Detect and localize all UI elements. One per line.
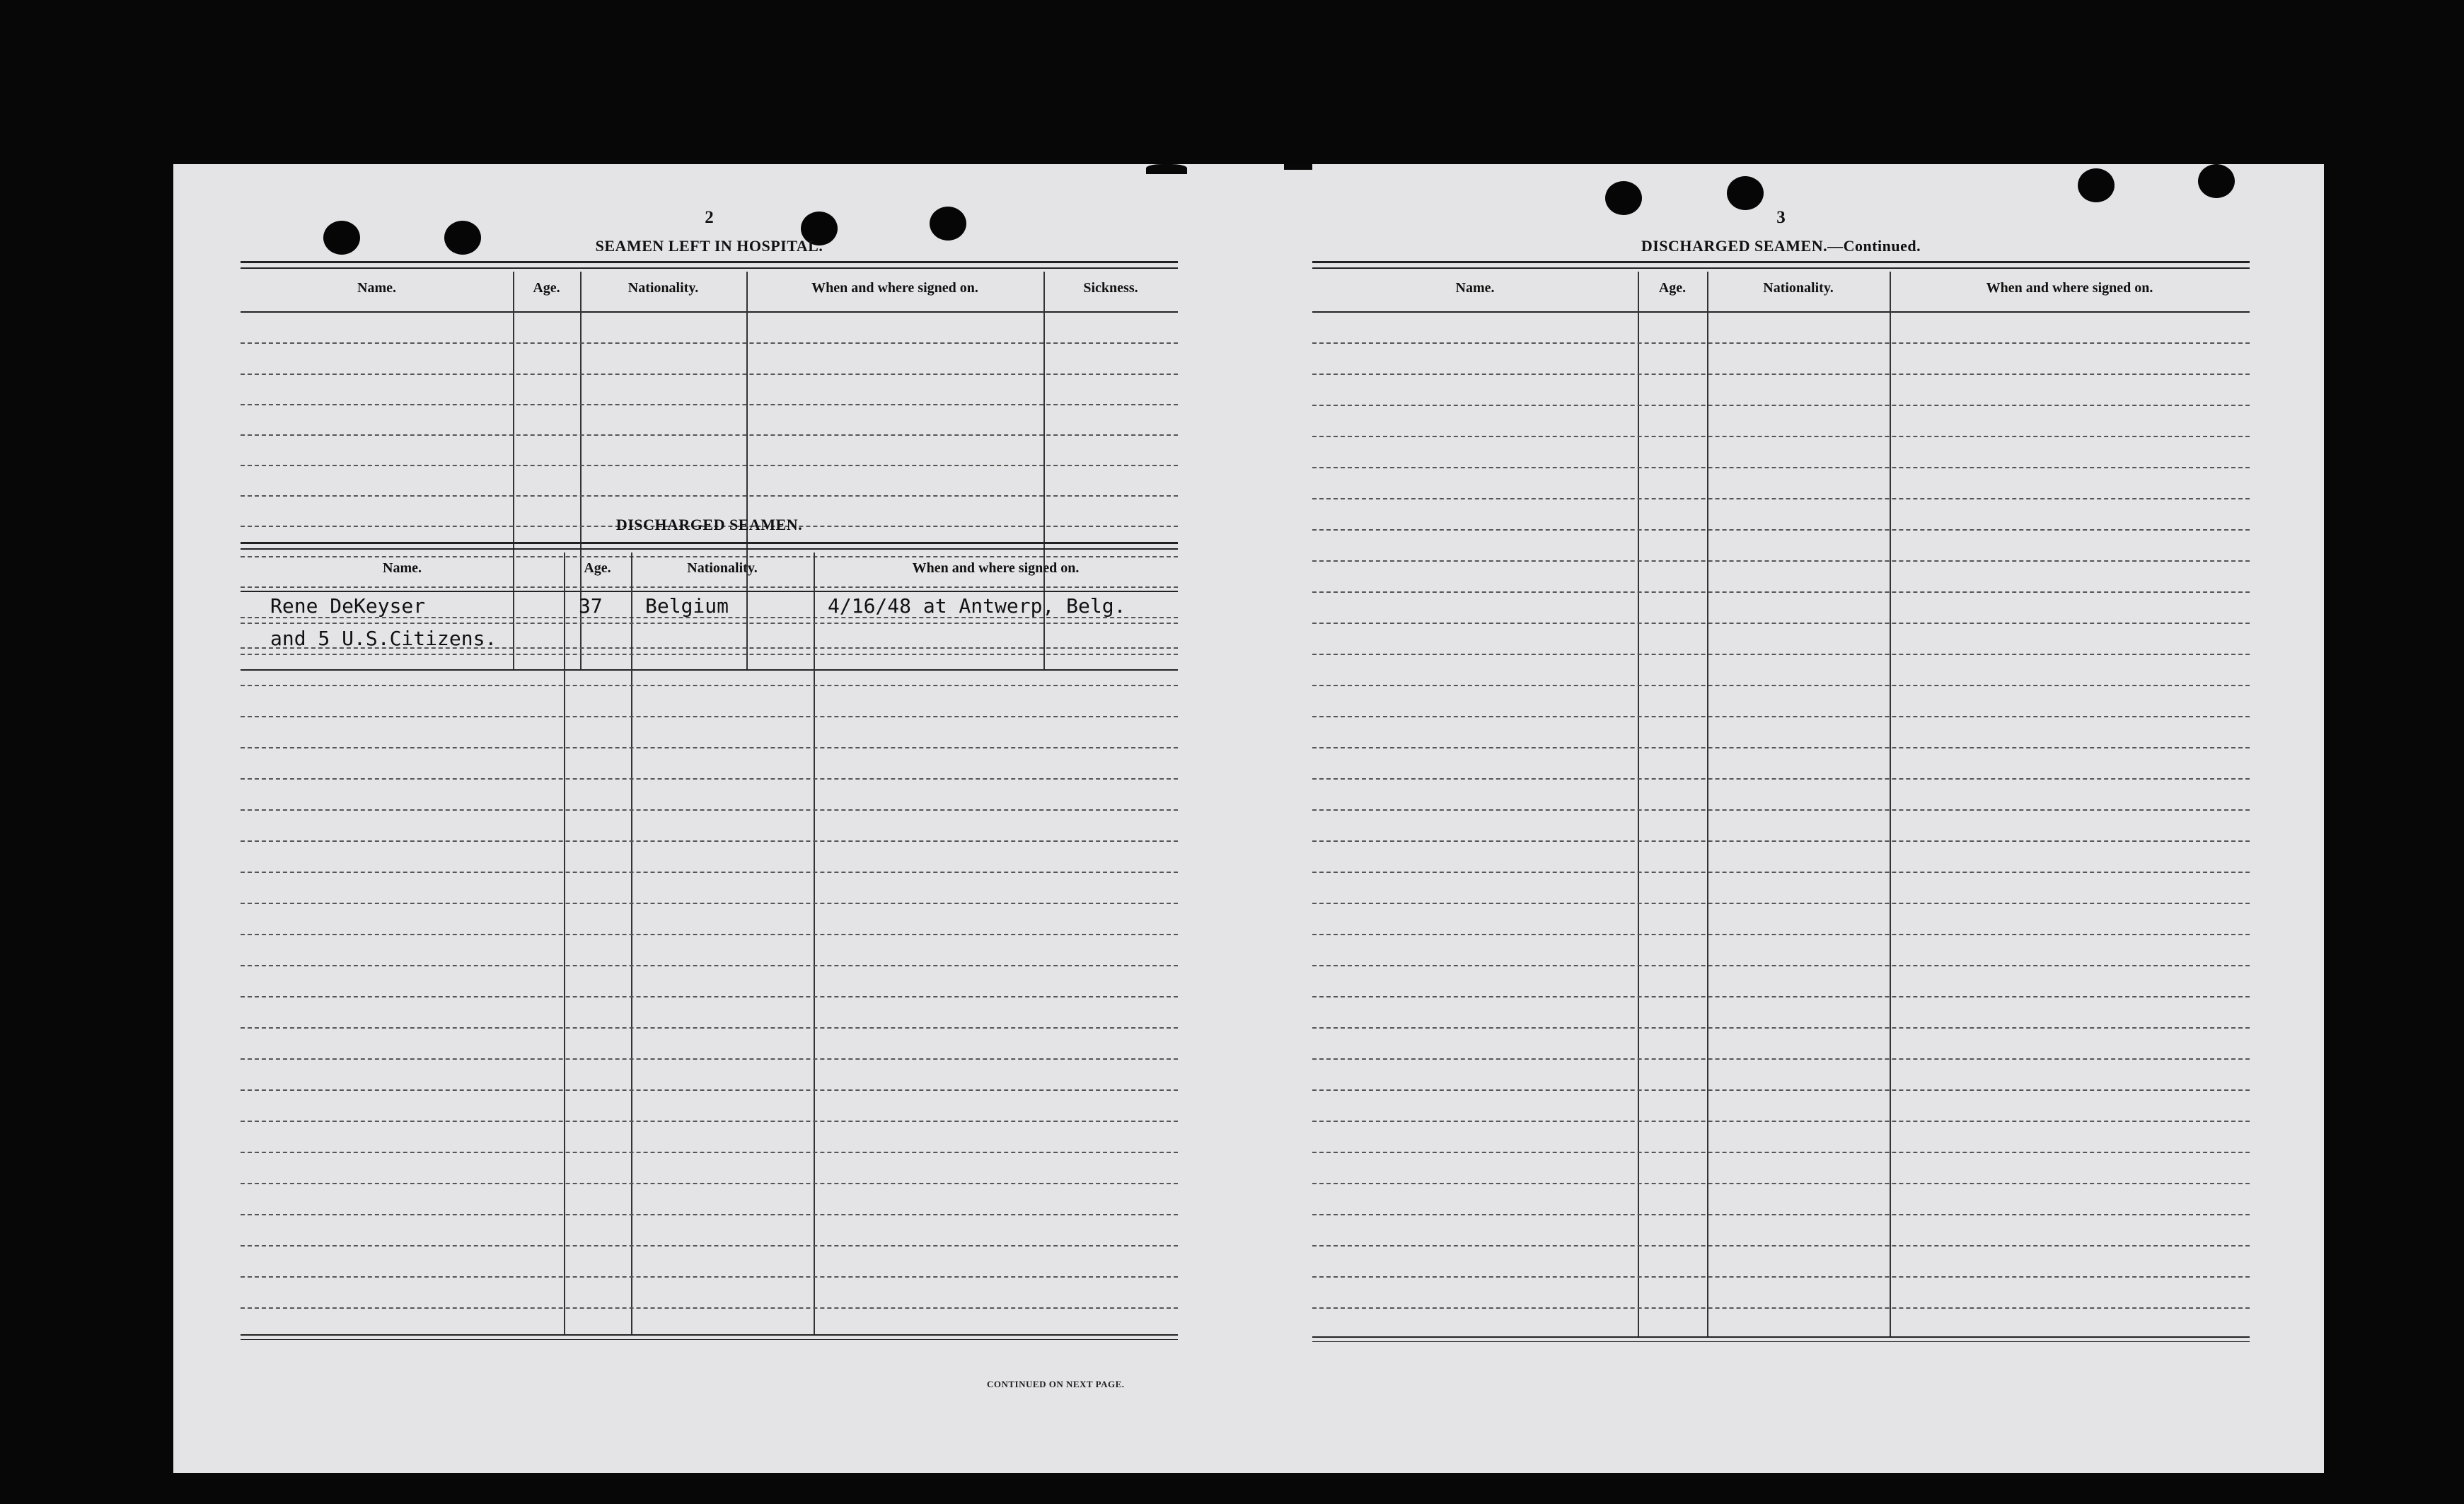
column-header-name: Name. [357, 280, 396, 296]
bottom-rule [241, 1339, 1178, 1340]
bottom-rule [241, 1334, 1178, 1336]
row-line [1312, 529, 2250, 531]
double-rule [1312, 261, 2250, 263]
row-line [241, 623, 1178, 624]
row-line [1312, 1152, 2250, 1153]
row-line [241, 872, 1178, 873]
column-header-signed-on: When and where signed on. [811, 280, 978, 296]
column-divider [631, 553, 632, 1334]
column-header-age: Age. [584, 560, 611, 576]
hospital-section-title: SEAMEN LEFT IN HOSPITAL. [595, 237, 823, 255]
column-divider [1638, 272, 1639, 1336]
row-line [241, 1214, 1178, 1215]
row-line [1312, 560, 2250, 562]
row-line [1312, 809, 2250, 811]
section-rule [241, 669, 1178, 671]
entry-signed-on: 4/16/48 at Antwerp, Belg. [828, 594, 1126, 618]
row-line [241, 1276, 1178, 1278]
column-divider [814, 553, 815, 1334]
row-line [241, 404, 1178, 405]
row-line [1312, 623, 2250, 624]
row-line [1312, 654, 2250, 655]
row-line [1312, 591, 2250, 593]
column-header-age: Age. [1658, 280, 1687, 296]
entry-age: 37 [579, 594, 603, 618]
row-line [1312, 1058, 2250, 1060]
double-rule [1312, 267, 2250, 269]
row-line [241, 1058, 1178, 1060]
entry-name: and 5 U.S.Citizens. [270, 627, 497, 650]
row-line [1312, 1276, 2250, 1278]
row-line [1312, 374, 2250, 375]
page-number: 2 [705, 208, 714, 227]
row-line [241, 903, 1178, 904]
right-page [1312, 164, 2250, 1473]
row-line [1312, 965, 2250, 966]
row-line [1312, 996, 2250, 997]
header-rule [241, 591, 1178, 592]
row-line [1312, 685, 2250, 686]
row-line [241, 654, 1178, 655]
row-line [241, 374, 1178, 375]
row-line [241, 465, 1178, 466]
column-header-nationality: Nationality. [1763, 280, 1834, 296]
column-header-nationality: Nationality. [627, 280, 699, 296]
row-line [241, 1152, 1178, 1153]
row-line [241, 996, 1178, 997]
left-page [241, 164, 1178, 1473]
column-header-name: Name. [383, 560, 422, 576]
row-line [1312, 1245, 2250, 1246]
row-line [241, 586, 1178, 588]
double-rule [241, 261, 1178, 263]
column-header-nationality: Nationality. [687, 560, 758, 576]
row-line [241, 965, 1178, 966]
row-line [241, 1183, 1178, 1184]
column-divider [513, 272, 514, 669]
row-line [1312, 1307, 2250, 1309]
column-divider [1890, 272, 1891, 1336]
row-line [241, 778, 1178, 780]
continued-note: CONTINUED ON NEXT PAGE. [987, 1379, 1125, 1389]
row-line [241, 1307, 1178, 1309]
row-line [1312, 1214, 2250, 1215]
row-line [241, 1121, 1178, 1122]
row-line [241, 747, 1178, 748]
row-line [241, 342, 1178, 344]
row-line [1312, 1183, 2250, 1184]
row-line [1312, 405, 2250, 406]
column-divider [1707, 272, 1708, 1336]
discharged-section-title: DISCHARGED SEAMEN. [615, 516, 803, 533]
column-header-signed-on: When and where signed on. [1986, 280, 2153, 296]
row-line [241, 840, 1178, 842]
double-rule [241, 267, 1178, 269]
scan-artifact [1284, 164, 1312, 170]
entry-name: Rene DeKeyser [270, 594, 426, 618]
bottom-rule [1312, 1336, 2250, 1338]
row-line [1312, 778, 2250, 780]
row-line [1312, 1121, 2250, 1122]
row-line [1312, 342, 2250, 344]
row-line [241, 1089, 1178, 1091]
entry-nationality: Belgium [645, 594, 729, 618]
row-line [1312, 436, 2250, 437]
discharged-continued-title: DISCHARGED SEAMEN.—Continued. [1641, 237, 1921, 255]
double-rule [241, 548, 1178, 550]
row-line [241, 434, 1178, 436]
row-line [241, 495, 1178, 497]
header-rule [1312, 311, 2250, 313]
row-line [1312, 1089, 2250, 1091]
column-divider [746, 272, 748, 669]
column-header-age: Age. [533, 280, 560, 296]
column-divider [564, 553, 565, 1334]
column-header-sickness: Sickness. [1083, 280, 1138, 296]
row-line [1312, 934, 2250, 935]
double-rule [241, 542, 1178, 544]
row-line [1312, 747, 2250, 748]
row-line [241, 716, 1178, 717]
document-sheet [173, 164, 2324, 1473]
row-line [1312, 903, 2250, 904]
row-line [1312, 872, 2250, 873]
page-number: 3 [1776, 208, 1786, 227]
row-line [1312, 716, 2250, 717]
row-line [241, 556, 1178, 557]
column-header-signed-on: When and where signed on. [912, 560, 1080, 576]
row-line [241, 809, 1178, 811]
column-header-name: Name. [1455, 280, 1495, 296]
row-line [241, 934, 1178, 935]
row-line [1312, 467, 2250, 468]
header-rule [241, 311, 1178, 313]
row-line [241, 1027, 1178, 1029]
row-line [1312, 498, 2250, 499]
row-line [1312, 840, 2250, 842]
row-line [241, 685, 1178, 686]
bottom-rule [1312, 1341, 2250, 1342]
row-line [241, 1245, 1178, 1246]
row-line [1312, 1027, 2250, 1029]
